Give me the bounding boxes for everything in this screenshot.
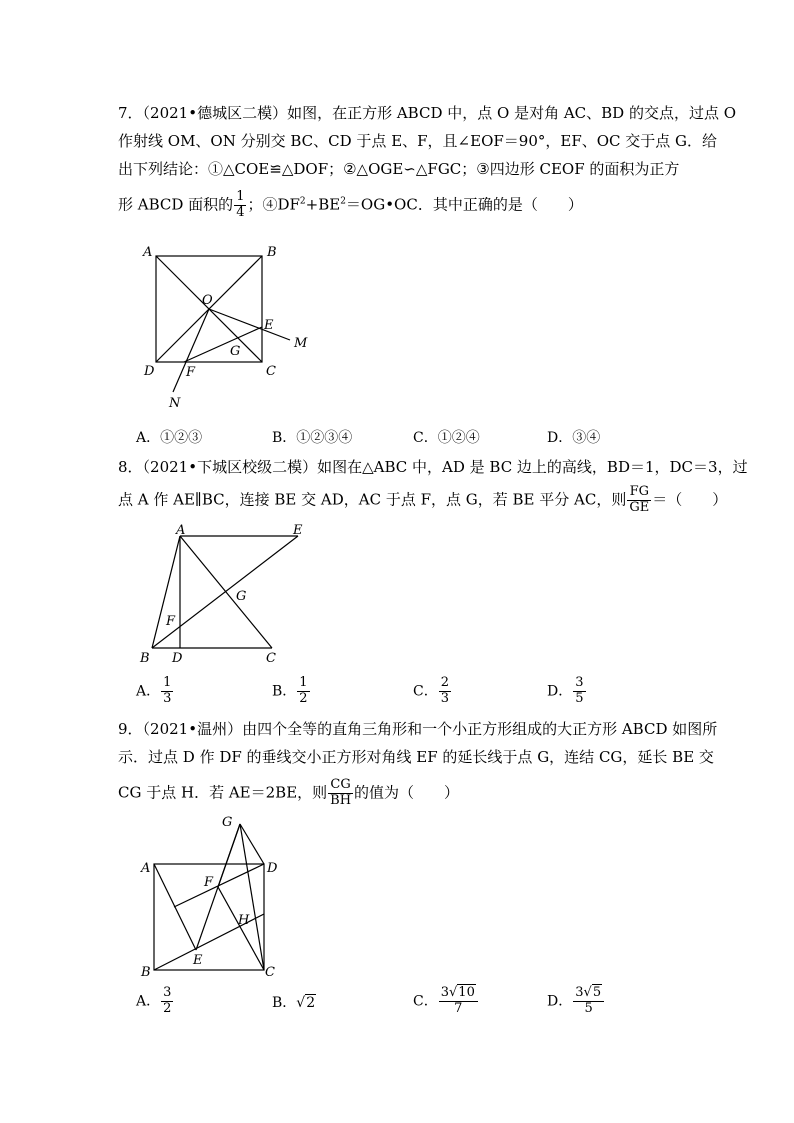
q7-label-c: C <box>266 364 276 379</box>
sqrt-icon: √ <box>583 985 592 1000</box>
q9-option-d[interactable] <box>547 986 605 1017</box>
q9-option-c-key: C． <box>413 993 438 1010</box>
q9-option-c-frac <box>439 986 478 1017</box>
q8-option-a-den: 3 <box>163 690 172 706</box>
q8-segment-be <box>152 536 298 648</box>
q9-line3 <box>118 778 459 809</box>
q8-label-e: E <box>293 523 303 538</box>
q7-text4c: +BE <box>305 195 341 214</box>
q9-option-d-radicand: 5 <box>592 985 602 1000</box>
q9-option-d-den: 5 <box>584 1000 593 1016</box>
q7-option-c-key: C． <box>413 430 438 446</box>
q7-label-f: F <box>186 365 196 380</box>
q8-option-b-num: 1 <box>299 675 308 690</box>
q8-figure <box>136 522 316 668</box>
q9-option-b-radicand: 2 <box>306 995 316 1011</box>
q7-option-d-text: ③④ <box>572 430 601 446</box>
q9-option-d-frac <box>573 986 604 1017</box>
q7-ray-om <box>209 309 290 340</box>
q8-text1: 如图在△ABC 中，AD 是 BC 边上的高线，BD＝1，DC＝3，过 <box>317 458 748 476</box>
q7-text4a: 形 ABCD 面积的 <box>118 195 234 214</box>
q8-fraction <box>627 485 651 516</box>
q7-option-c[interactable] <box>413 427 480 447</box>
q9-option-c-radicand: 10 <box>458 985 475 1000</box>
sqrt-icon: √ <box>296 995 306 1011</box>
q9-label-g: G <box>222 815 233 830</box>
q7-label-n: N <box>169 396 181 411</box>
q8-option-d-key: D． <box>547 683 573 700</box>
q8-frac-num: FG <box>627 485 651 501</box>
q9-option-b-key: B． <box>272 995 297 1011</box>
q9-label-a: A <box>141 861 151 876</box>
q7-sup1: 2 <box>299 196 306 207</box>
q7-figure <box>140 240 320 412</box>
q8-label-f: F <box>166 614 176 629</box>
q8-option-b[interactable] <box>272 676 311 707</box>
q8-option-a-num: 1 <box>163 675 172 690</box>
q8-number: 8． <box>118 458 143 476</box>
q9-label-c: C <box>265 965 275 980</box>
q7-label-d: D <box>144 364 155 379</box>
q8-line2 <box>118 485 727 516</box>
q8-segment-ab <box>152 536 180 648</box>
q7-number: 7． <box>118 104 143 122</box>
q8-option-c-num: 2 <box>440 675 449 690</box>
q7-segment-ef <box>184 327 262 362</box>
q9-label-h: H <box>238 913 250 928</box>
q8-option-b-den: 2 <box>299 690 308 706</box>
q9-line2: 示．过点 D 作 DF 的垂线交小正方形对角线 EF 的延长线于点 G，连结 CG，延长 BE 交 <box>118 748 714 766</box>
q7-option-a[interactable] <box>136 427 202 447</box>
q9-option-b[interactable] <box>272 992 316 1012</box>
q7-line2: 作射线 OM、ON 分别交 BC、CD 于点 E、F，且∠EOF＝90°，EF、OC 交于点 G．给 <box>118 132 718 150</box>
q9-text3a: CG 于点 H．若 AE＝2BE，则 <box>118 783 328 802</box>
q7-sup2: 2 <box>340 196 346 207</box>
q7-text1: 如图，在正方形 ABCD 中，点 O 是对角 AC、BD 的交点，过点 O <box>287 104 737 122</box>
q8-option-c[interactable] <box>413 676 452 707</box>
q9-source: （2021•温州） <box>142 720 243 738</box>
q9-label-b: B <box>141 965 151 980</box>
q9-text1: 由四个全等的直角三角形和一个小正方形组成的大正方形 ABCD 如图所 <box>242 720 718 738</box>
q7-line4 <box>118 190 583 221</box>
q7-label-g: G <box>230 344 241 359</box>
q8-label-d: D <box>172 651 183 666</box>
q7-label-e: E <box>264 318 274 333</box>
q9-number: 9． <box>118 720 143 738</box>
q9-option-c-den: 7 <box>454 1000 463 1016</box>
q9-option-c[interactable] <box>413 986 479 1017</box>
q7-label-b: B <box>267 245 277 260</box>
q9-option-a-frac <box>161 986 173 1017</box>
q8-option-d-num: 3 <box>575 675 584 690</box>
q7-frac-den: 4 <box>236 204 245 220</box>
q8-text2a: 点 A 作 AE∥BC，连接 BE 交 AD，AC 于点 F，点 G，若 BE 平分 AC，则 <box>118 490 627 509</box>
q9-text3b: 的值为（ ） <box>354 783 460 802</box>
q8-option-a-key: A． <box>136 683 161 700</box>
q8-label-b: B <box>140 651 150 666</box>
q8-option-d[interactable] <box>547 676 587 707</box>
q8-option-c-den: 3 <box>440 690 449 706</box>
q9-option-a-key: A． <box>136 993 161 1010</box>
q7-option-c-text: ①②④ <box>437 430 480 446</box>
q7-option-d-key: D． <box>547 430 573 446</box>
q9-label-f: F <box>204 875 214 890</box>
q9-figure <box>138 812 298 982</box>
q9-option-d-coef: 3 <box>575 985 584 1000</box>
q9-frac-num: CG <box>328 778 353 794</box>
q9-option-a[interactable] <box>136 986 174 1017</box>
q8-option-a-frac <box>161 676 173 707</box>
q9-option-a-num: 3 <box>163 985 172 1000</box>
q9-option-d-key: D． <box>547 993 573 1010</box>
q8-frac-den: GE <box>629 499 650 515</box>
q7-text4d: ＝OG•OC．其中正确的是（ ） <box>345 195 583 214</box>
q8-option-d-den: 5 <box>575 690 584 706</box>
q9-fraction <box>328 778 353 809</box>
q8-source: （2021•下城区校级二模） <box>142 458 318 476</box>
q8-option-d-frac <box>573 676 585 707</box>
q8-option-b-frac <box>297 676 309 707</box>
q9-label-e: E <box>193 953 203 968</box>
q9-option-c-coef: 3 <box>440 985 449 1000</box>
q7-line3: 出下列结论：①△COE≌△DOF；②△OGE∽△FGC；③四边形 CEOF 的面积为正方 <box>118 160 680 178</box>
q7-option-b[interactable] <box>272 427 352 447</box>
q7-label-o: O <box>202 293 213 308</box>
q8-option-c-key: C． <box>413 683 438 700</box>
q7-fraction <box>234 190 246 221</box>
q7-label-m: M <box>294 336 308 351</box>
q8-option-a[interactable] <box>136 676 174 707</box>
q8-line1 <box>118 460 748 475</box>
q8-option-c-frac <box>439 676 451 707</box>
sqrt-icon: √ <box>449 985 458 1000</box>
q7-text4b: ；④DF <box>247 195 300 214</box>
q7-line1 <box>118 106 736 121</box>
q8-text2b: ＝（ ） <box>652 490 728 509</box>
q7-option-b-text: ①②③④ <box>296 430 353 446</box>
q8-label-a: A <box>176 523 186 538</box>
q9-option-a-den: 2 <box>163 1000 172 1016</box>
q9-line1 <box>118 722 717 737</box>
q7-option-a-key: A． <box>136 430 161 446</box>
q7-option-a-text: ①②③ <box>160 430 203 446</box>
q8-segment-ac <box>180 536 272 648</box>
q9-frac-den: BH <box>330 792 352 808</box>
q7-source: （2021•德城区二模） <box>142 104 288 122</box>
q8-label-c: C <box>266 651 276 666</box>
q7-frac-num: 1 <box>236 189 245 204</box>
q7-option-d[interactable] <box>547 427 600 447</box>
q8-label-g: G <box>236 589 247 604</box>
q7-option-b-key: B． <box>272 430 297 446</box>
q7-label-a: A <box>143 245 153 260</box>
q9-label-d: D <box>267 861 278 876</box>
q8-option-b-key: B． <box>272 683 297 700</box>
